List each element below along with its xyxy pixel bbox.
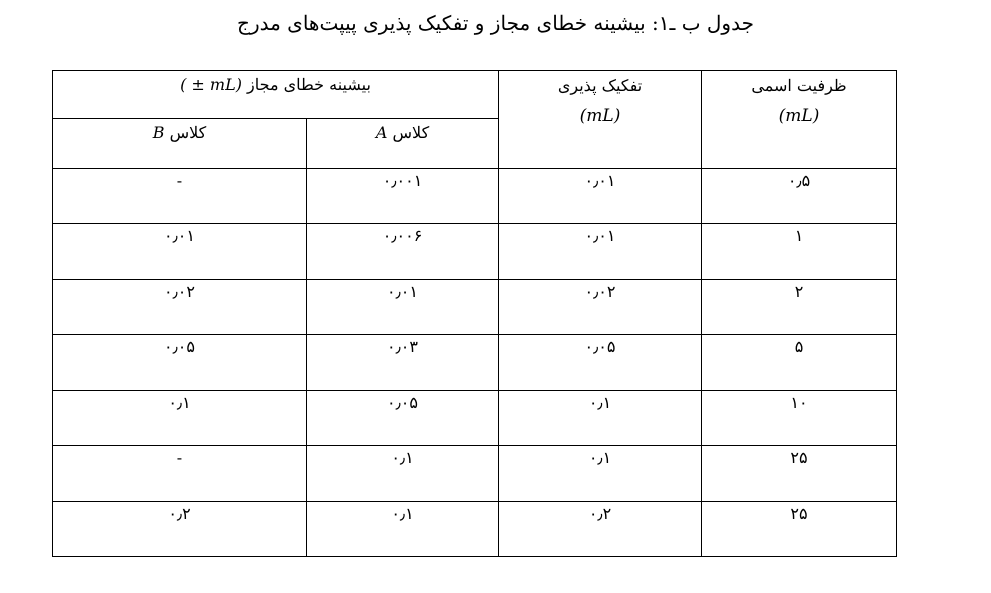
header-resolution (499, 71, 702, 169)
table-row (53, 501, 897, 556)
cell-capacity: ۲۵ (702, 446, 897, 501)
cell-class-b: - (53, 169, 307, 224)
cell-resolution: ۰٫۰۱ (499, 224, 702, 279)
cell-class-b: ۰٫۱ (53, 390, 307, 445)
cell-capacity: ۰٫۵ (702, 169, 897, 224)
header-capacity-unit: (mL) (778, 106, 820, 126)
cell-class-b: ۰٫۲ (53, 501, 307, 556)
cell-class-a: ۰٫۱ (307, 446, 499, 501)
cell-resolution: ۰٫۱ (499, 390, 702, 445)
cell-class-a: ۰٫۰۵ (307, 390, 499, 445)
cell-class-a: ۰٫۰۱ (307, 279, 499, 334)
header-class-a-prefix: کلاس (392, 123, 430, 142)
cell-resolution: ۰٫۱ (499, 446, 702, 501)
header-capacity (702, 71, 897, 169)
cell-resolution: ۰٫۰۲ (499, 279, 702, 334)
pipette-spec-table (52, 70, 897, 557)
cell-capacity: ۱ (702, 224, 897, 279)
cell-class-a: ۰٫۰۰۶ (307, 224, 499, 279)
cell-resolution: ۰٫۰۱ (499, 169, 702, 224)
table-row (53, 279, 897, 334)
table-body (53, 169, 897, 557)
header-class-b (53, 119, 307, 169)
header-resolution-unit: (mL) (579, 106, 621, 126)
table-row (53, 390, 897, 445)
table-row (53, 335, 897, 390)
cell-resolution: ۰٫۰۵ (499, 335, 702, 390)
table-row (53, 446, 897, 501)
cell-class-b: ۰٫۰۱ (53, 224, 307, 279)
cell-resolution: ۰٫۲ (499, 501, 702, 556)
header-class-b-prefix: کلاس (169, 123, 207, 142)
header-max-error-label: بیشینه خطای مجاز (247, 75, 371, 94)
cell-capacity: ۲۵ (702, 501, 897, 556)
cell-class-a: ۰٫۰۰۱ (307, 169, 499, 224)
cell-class-a: ۰٫۱ (307, 501, 499, 556)
cell-class-a: ۰٫۰۳ (307, 335, 499, 390)
header-max-error (53, 71, 499, 119)
header-capacity-label: ظرفیت اسمی (751, 76, 847, 95)
cell-capacity: ۱۰ (702, 390, 897, 445)
table-caption: جدول ب ـ۱: بیشینه خطای مجاز و تفکیک پذیری پیپت‌های مدرج (237, 11, 754, 35)
cell-class-b: - (53, 446, 307, 501)
cell-capacity: ۵ (702, 335, 897, 390)
cell-class-b: ۰٫۰۵ (53, 335, 307, 390)
table-row (53, 224, 897, 279)
cell-capacity: ۲ (702, 279, 897, 334)
cell-class-b: ۰٫۰۲ (53, 279, 307, 334)
header-class-a (307, 119, 499, 169)
header-class-a-letter: A (375, 123, 388, 142)
header-class-b-letter: B (152, 123, 165, 142)
table-row (53, 169, 897, 224)
table-header (53, 71, 897, 169)
header-resolution-label: تفکیک پذیری (557, 76, 643, 95)
header-max-error-unit: ( ± mL) (180, 75, 242, 94)
